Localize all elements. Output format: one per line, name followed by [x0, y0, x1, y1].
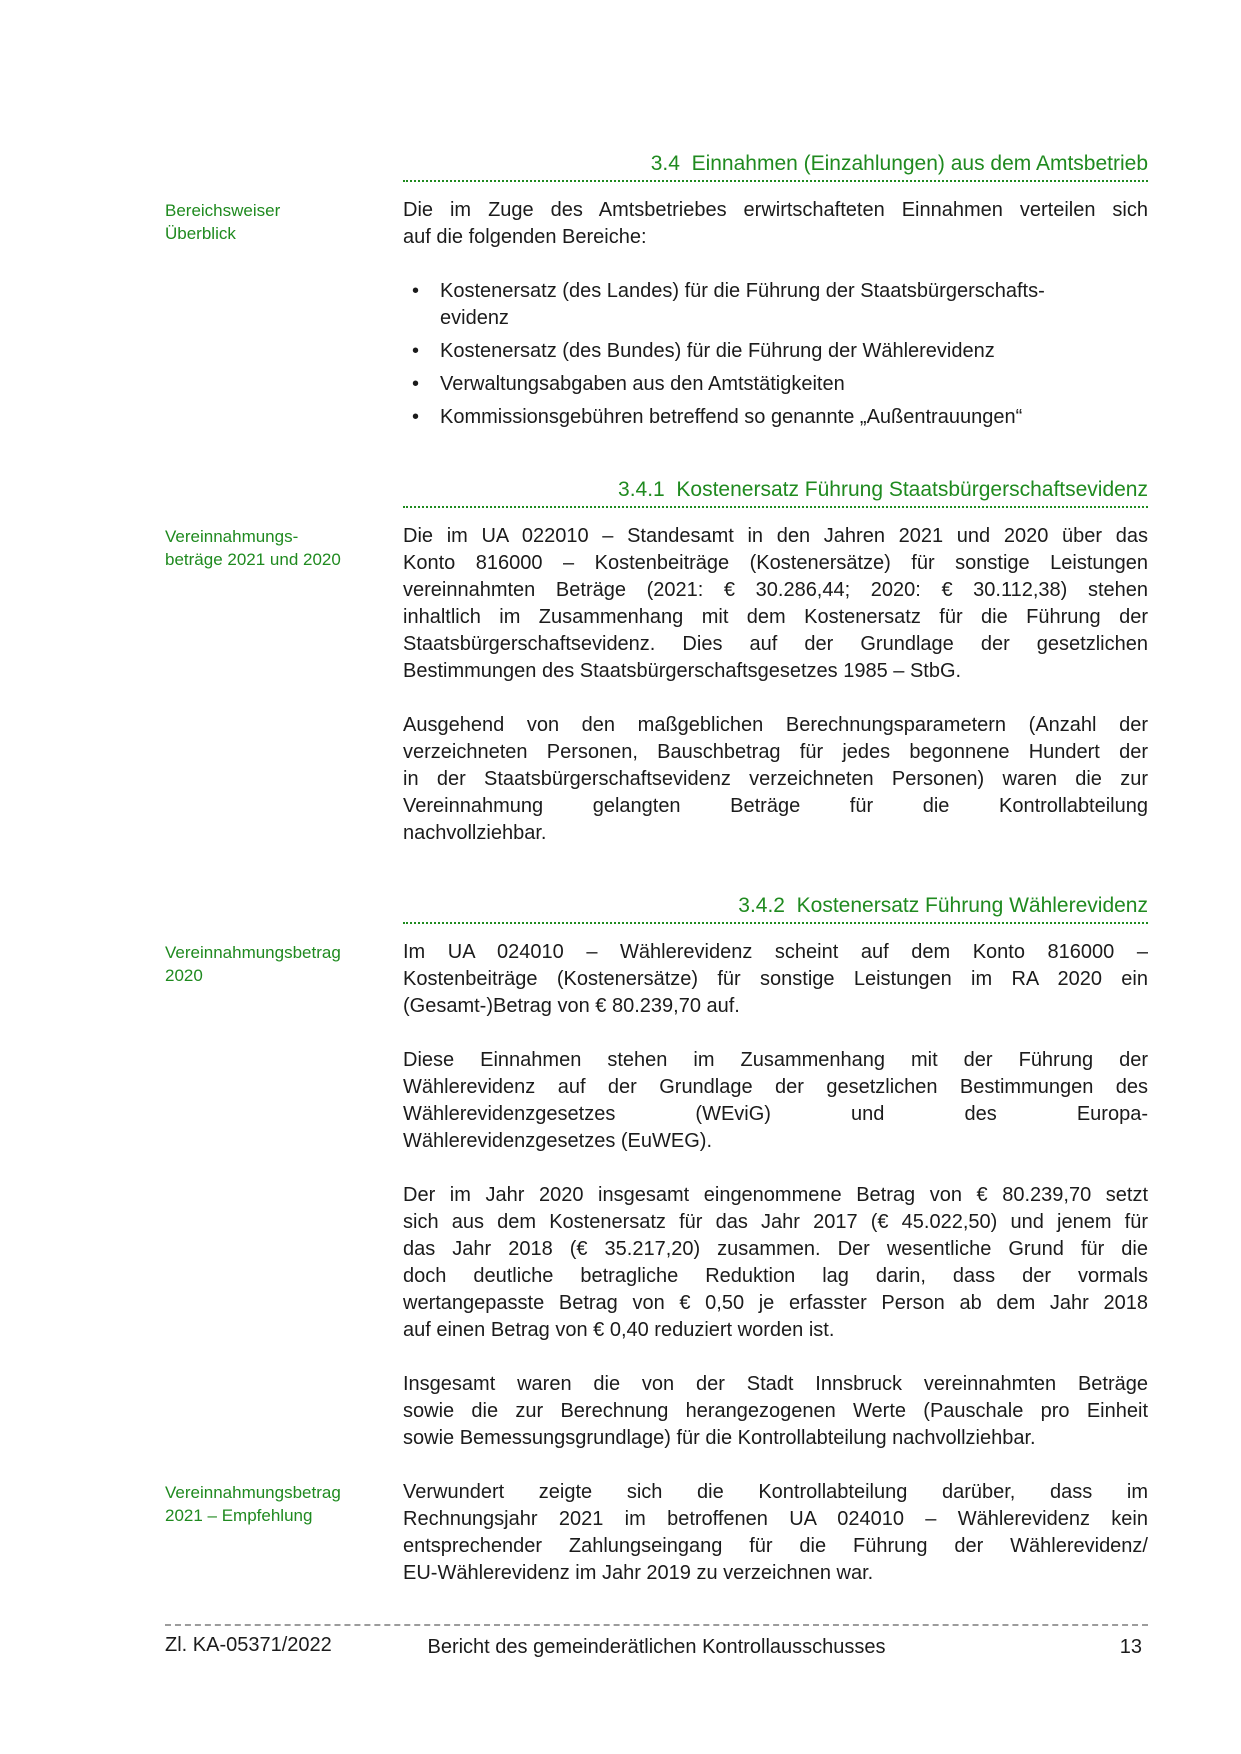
bullet-item — [403, 338, 1148, 365]
text-line: Wählerevidenzgesetzes (EuWEG). — [403, 1130, 713, 1152]
bullet-marker: • — [412, 373, 420, 395]
bullet-marker: • — [412, 406, 420, 428]
margin-note-bereichsweiser-ueberblick — [165, 197, 403, 458]
text-line: EU-Wählerevidenz im Jahr 2019 zu verzeichnen war. — [403, 1562, 874, 1584]
margin-note-line: Vereinnahmungsbetrag — [165, 943, 341, 962]
margin-note-line: Bereichsweiser — [165, 201, 281, 220]
page-footer — [165, 1624, 1148, 1657]
bullet-marker: • — [412, 340, 420, 362]
text-line: Der im Jahr 2020 insgesamt eingenommene Betrag von € 80.239,70 setzt — [403, 1184, 1148, 1206]
text-line: verzeichneten Personen, Bauschbetrag für jedes begonnene Hundert der — [403, 741, 1148, 763]
bullet-text: Verwaltungsabgaben aus den Amtstätigkeiten — [440, 373, 845, 395]
bullet-text — [440, 278, 1148, 332]
text-line: doch deutliche betragliche Reduktion lag darin, dass der vormals — [403, 1265, 1148, 1287]
paragraph — [403, 523, 1148, 685]
bullet-item — [403, 278, 1148, 332]
paragraph — [403, 1182, 1148, 1344]
margin-note-vereinnahmungsbetraege — [165, 523, 403, 874]
paragraph — [403, 1479, 1148, 1587]
text-line: evidenz — [440, 307, 509, 329]
text-line: sowie Bemessungsgrundlage) für die Kontrollabteilung nachvollziehbar. — [403, 1427, 1036, 1449]
text-line: Die im UA 022010 – Standesamt in den Jahren 2021 und 2020 über das — [403, 525, 1148, 547]
text-line: inhaltlich im Zusammenhang mit dem Kostenersatz für die Führung der — [403, 606, 1148, 628]
margin-note-line: beträge 2021 und 2020 — [165, 550, 341, 569]
text-line: vereinnahmten Beträge (2021: € 30.286,44; 2020: € 30.112,38) stehen — [403, 579, 1148, 601]
bullet-item — [403, 404, 1148, 431]
bullet-marker: • — [412, 280, 420, 302]
paragraph — [403, 1371, 1148, 1452]
bullet-item — [403, 371, 1148, 398]
section-heading-3-4-2: 3.4.2 Kostenersatz Führung Wählerevidenz — [403, 894, 1148, 924]
margin-note-line: Vereinnahmungsbetrag — [165, 1483, 341, 1502]
text-line: Ausgehend von den maßgeblichen Berechnungsparametern (Anzahl der — [403, 714, 1148, 736]
margin-note-line: Vereinnahmungs- — [165, 527, 299, 546]
text-line: Vereinnahmung gelangten Beträge für die Kontrollabteilung — [403, 795, 1148, 817]
text-line: entsprechender Zahlungseingang für die Führung der Wählerevidenz/ — [403, 1535, 1148, 1557]
text-line: auf die folgenden Bereiche: — [403, 226, 647, 248]
text-line: Konto 816000 – Kostenbeiträge (Kostenersätze) für sonstige Leistungen — [403, 552, 1148, 574]
text-line: nachvollziehbar. — [403, 822, 547, 844]
text-line: das Jahr 2018 (€ 35.217,20) zusammen. Der wesentliche Grund für die — [403, 1238, 1148, 1260]
text-line: in der Staatsbürgerschaftsevidenz verzeichneten Personen) waren die zur — [403, 768, 1148, 790]
section-heading-3-4: 3.4 Einnahmen (Einzahlungen) aus dem Amtsbetrieb — [403, 152, 1148, 182]
text-line: Rechnungsjahr 2021 im betroffenen UA 024010 – Wählerevidenz kein — [403, 1508, 1148, 1530]
margin-note-line: Überblick — [165, 224, 236, 243]
text-line: Die im Zuge des Amtsbetriebes erwirtschafteten Einnahmen verteilen sich — [403, 199, 1148, 221]
text-line: Insgesamt waren die von der Stadt Innsbruck vereinnahmten Beträge — [403, 1373, 1148, 1395]
footer-title: Bericht des gemeinderätlichen Kontrollausschusses — [427, 1636, 886, 1658]
bullet-text: Kommissionsgebühren betreffend so genannte „Außentrauungen“ — [440, 406, 1023, 428]
text-line: sich aus dem Kostenersatz für das Jahr 2017 (€ 45.022,50) und jenem für — [403, 1211, 1148, 1233]
text-line: Staatsbürgerschaftsevidenz. Dies auf der Grundlage der gesetzlichen — [403, 633, 1148, 655]
bullet-list — [403, 278, 1148, 431]
text-line: auf einen Betrag von € 0,40 reduziert worden ist. — [403, 1319, 835, 1341]
text-line: (Gesamt-)Betrag von € 80.239,70 auf. — [403, 995, 740, 1017]
paragraph — [403, 939, 1148, 1020]
margin-note-vereinnahmungsbetrag-2021-empfehlung — [165, 1479, 403, 1614]
bullet-text: Kostenersatz (des Bundes) für die Führung der Wählerevidenz — [440, 340, 995, 362]
text-line: Bestimmungen des Staatsbürgerschaftsgesetzes 1985 – StbG. — [403, 660, 962, 682]
text-line: Wählerevidenzgesetzes (WEviG) und des Europa- — [403, 1103, 1148, 1125]
margin-note-line: 2021 – Empfehlung — [165, 1506, 313, 1525]
text-line: Wählerevidenz auf der Grundlage der gesetzlichen Bestimmungen des — [403, 1076, 1148, 1098]
margin-note-vereinnahmungsbetrag-2020 — [165, 939, 403, 1047]
text-line: Kostenersatz (des Landes) für die Führung der Staatsbürgerschafts- — [440, 280, 1045, 302]
text-line: Verwundert zeigte sich die Kontrollabteilung darüber, dass im — [403, 1481, 1148, 1503]
text-line: Diese Einnahmen stehen im Zusammenhang mit der Führung der — [403, 1049, 1148, 1071]
text-line: sowie die zur Berechnung herangezogenen Werte (Pauschale pro Einheit — [403, 1400, 1148, 1422]
section-heading-3-4-1: 3.4.1 Kostenersatz Führung Staatsbürgerschaftsevidenz — [403, 478, 1148, 508]
paragraph — [403, 712, 1148, 847]
footer-page-number: 13 — [1119, 1636, 1142, 1658]
text-line: Im UA 024010 – Wählerevidenz scheint auf dem Konto 816000 – — [403, 941, 1148, 963]
footer-reference: Zl. KA-05371/2022 — [165, 1634, 332, 1656]
paragraph — [403, 1047, 1148, 1155]
text-line: Kostenbeiträge (Kostenersätze) für sonstige Leistungen im RA 2020 ein — [403, 968, 1148, 990]
margin-note-line: 2020 — [165, 966, 203, 985]
paragraph-intro — [403, 197, 1148, 251]
text-line: wertangepasste Betrag von € 0,50 je erfasster Person ab dem Jahr 2018 — [403, 1292, 1148, 1314]
document-body — [165, 0, 1148, 1614]
